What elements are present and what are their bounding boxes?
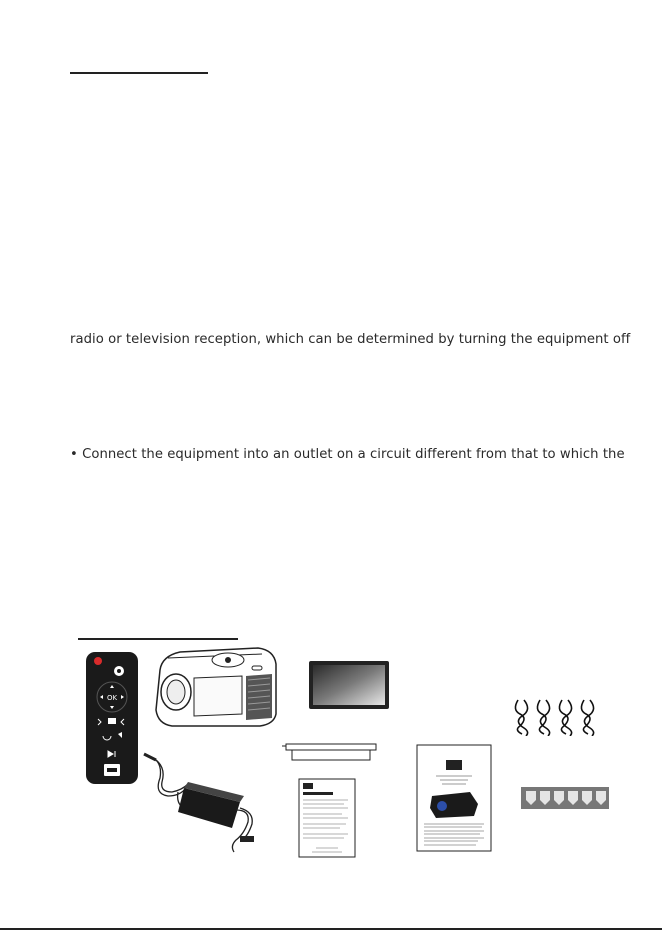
user-manual-icon — [416, 744, 492, 852]
projector-icon — [150, 644, 280, 730]
remote-power-button — [94, 657, 102, 665]
cable-ties-icon — [520, 786, 610, 810]
projection-screen-icon — [308, 660, 390, 710]
power-adapter-icon — [140, 748, 272, 854]
body-text-line-1: radio or television reception, which can be determined by turning the equipment off — [70, 332, 631, 347]
quick-guide-icon — [298, 778, 356, 858]
screen-stand-icon — [282, 742, 378, 762]
cable-bundle-icon — [510, 696, 606, 736]
remote-ok-label: OK — [106, 694, 118, 702]
page-bottom-rule — [0, 928, 662, 930]
section-heading-rule-accessories — [78, 638, 238, 640]
body-text-line-2: • Connect the equipment into an outlet on a circuit different from that to which the — [70, 447, 625, 462]
remote-control-icon — [84, 650, 140, 786]
section-heading-rule-top — [70, 72, 208, 74]
